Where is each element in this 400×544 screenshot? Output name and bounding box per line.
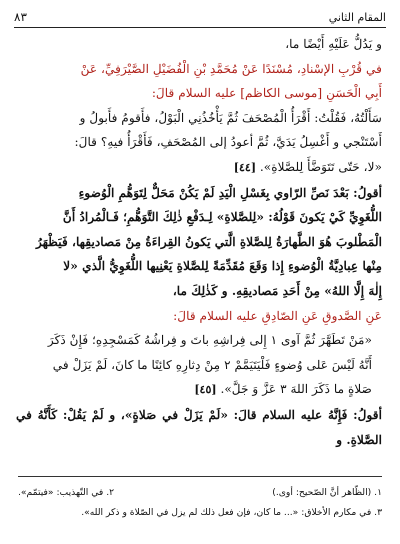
- line-text: مِنْها عِبادِيَّةُ الْوُضوءِ إِذا وَقَعَ مُقَدِّمَةً لِلصَّلاةِ يَعْنِيها اللُّغَوِيُّ الَّذي «لا: [63, 259, 382, 274]
- isnad-line: [16, 81, 382, 106]
- footnote-1: ١. (الظّاهر أنَّ الصّحيح: أوى.): [272, 487, 382, 498]
- page-number: ٨٣: [14, 10, 27, 24]
- hadith-line: [16, 106, 382, 131]
- isnad-line: [16, 57, 382, 82]
- commentary-line: [16, 403, 382, 452]
- running-title: المقام الثاني: [328, 11, 386, 24]
- isnad-text-cont: ، عَنْ: [80, 61, 105, 76]
- commentary-line: [16, 254, 382, 279]
- line-text: «مَنْ تَطَهَّرَ ثُمَّ آوى ١ إِلى فِراشِهِ باتَ و فِراشُهُ كَمَسْجِدِهِ؛ فَإِنْ ذَكَرَ: [47, 333, 372, 348]
- commentary-line: [16, 279, 382, 304]
- hadith-reference: [٤٤]: [233, 160, 257, 174]
- line-text: و يَدُلُّ عَلَيْهِ أَيْضًا ما،: [285, 37, 382, 51]
- line-text: صَلاةٍ ما ذَكَرَ اللهَ ٣ عَزَّ وَ جَلَّ».: [220, 382, 372, 397]
- hadith-line: [16, 328, 382, 353]
- line-text: اللُّغَوِيِّ كَيْ يَكونَ قَوْلُهُ: «لِلصَّلاةِ» لِـدَفْعِ ذٰلِكَ التَّوَهُّمِ؛ فَـالْمُرادُ أَنَّ: [62, 210, 382, 225]
- hadith-reference: [٤٥]: [194, 383, 217, 397]
- line-text: سَأَلْتُهُ، فَقُلْتُ: أَقْرَأُ الْمُصْحَفَ ثُمَّ يَأْخُذُنِي الْبَوْلُ، فأَقومُ فأَبولُ و: [79, 110, 382, 125]
- line-text: «لا، حَتّى تَتَوَضَّأَ لِلصَّلاةِ».: [259, 159, 382, 174]
- line-text: أقولُ: فَإِنَّهُ عليه السلام قالَ: «لَمْ يَزَلْ في صَلاةٍ»، و لَمْ يَقُلْ: كَأَنَّهُ في الصَّلاةِ. و: [16, 407, 382, 447]
- hadith-line: [16, 155, 382, 181]
- line-text: الْمَطْلوبَ هُوَ الطَّهارَةُ لِلصَّلاةِ الَّتي يَكونُ القِراءَةُ مِنْ مَصاديقِها، فَيَظْهَرُ: [35, 234, 382, 249]
- hadith-line: [16, 353, 382, 378]
- isnad-line: [16, 304, 382, 329]
- page-header: [14, 4, 386, 28]
- isnad-text: أَبِي الْحَسَنِ [موسى الكاظم] عليه السلام قالَ:: [151, 86, 382, 101]
- body-text: [16, 32, 382, 452]
- isnad-text: في قُرْبِ الإسْنادِ، مُسْنَدًا عَنْ مُحَمَّدِ بْنِ الْفُضَيْلِ الصَّيْرَفِيِّ: [104, 61, 382, 76]
- footnote-3: ٣. في مكارم الأخلاق: «... ما كان، فإن فعل ذلك لم يزل في الصّلاة و ذكر الله».: [81, 507, 382, 518]
- line-text: إِلٰهَ إِلَّا اللهُ» مِنْ أَحَدِ مَصاديقِهِ. و كَذٰلِكَ ما،: [172, 283, 382, 298]
- commentary-line: [16, 230, 382, 255]
- isnad-text: عَنِ الصَّدوقِ عَنِ الصّادِقِ عليه السلام قالَ:: [173, 308, 382, 323]
- line-text: أَنَّهُ لَيْسَ عَلى وُضوءٍ فَلْيَتَيَمَّمْ ٢ مِنْ دِثارِهِ كائِنًا ما كانَ، لَمْ يَزَلْ في: [52, 357, 372, 372]
- commentary-line: [16, 205, 382, 230]
- footnotes: [18, 476, 382, 523]
- text-line: [16, 32, 382, 57]
- hadith-line: [16, 130, 382, 155]
- footnote-2: ٢. في التّهذيب: «فيتمّم».: [18, 487, 115, 498]
- line-text: أقولُ: بَعْدَ نَصِّ الرّاوي بِغَسْلِ الْيَدِ لَمْ يَكُنْ مَحَلٌّ لِتَوَهُّمِ الْوُضوءِ: [78, 185, 382, 200]
- line-text: أَسْتَنْجي و أَغْسِلُ يَدَيَّ، ثُمَّ أعودُ إلى المُصْحَفِ، فَأَقْرَأُ فيهِ؟ قالَ:: [74, 135, 382, 150]
- commentary-line: [16, 181, 382, 206]
- hadith-line: [16, 377, 382, 403]
- footnote-row: [18, 483, 382, 503]
